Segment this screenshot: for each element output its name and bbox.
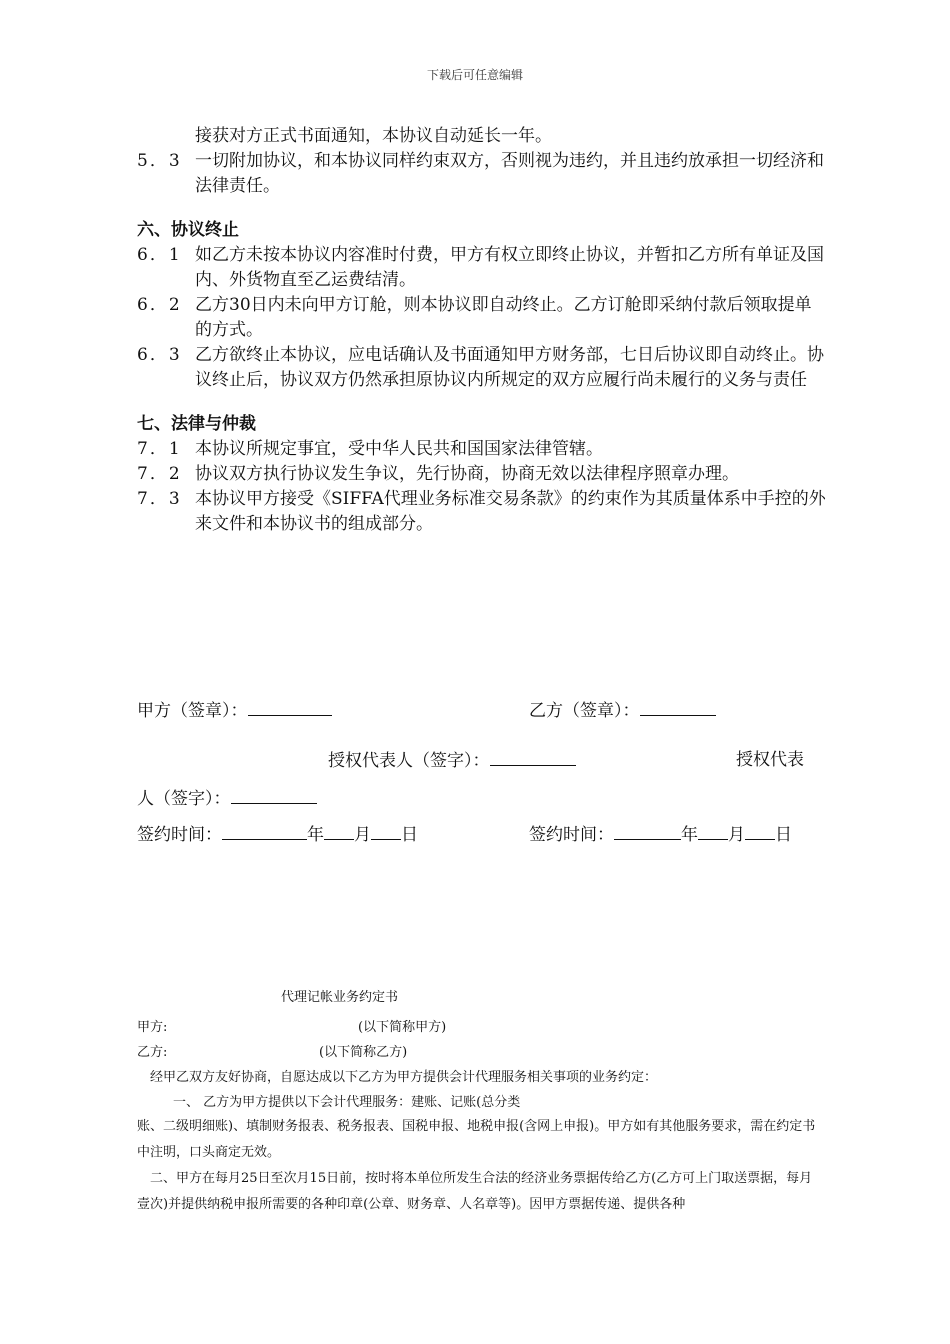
rep-a-label: 授权代表人（签字）： <box>328 751 490 771</box>
clause-6-3 <box>137 343 827 393</box>
day-blank <box>371 822 401 840</box>
signature-blank <box>231 786 317 804</box>
year-blank <box>614 822 681 840</box>
year-blank <box>222 822 307 840</box>
year-label: 年 <box>307 825 324 845</box>
party-a-signature <box>137 698 332 724</box>
day-label: 日 <box>775 825 792 845</box>
year-label: 年 <box>681 825 698 845</box>
clause-text: 协议双方执行协议发生争议，先行协商，协商无效以法律程序照章办理。 <box>195 464 739 484</box>
month-label: 月 <box>354 825 371 845</box>
clause-text: 本协议所规定事宜，受中华人民共和国国家法律管辖。 <box>195 439 603 459</box>
clause-7-1 <box>137 437 827 462</box>
clause-number: 5．3 <box>137 151 182 171</box>
section-5 <box>137 124 827 537</box>
clause-text: 如乙方未按本协议内容准时付费，甲方有权立即终止协议，并暂扣乙方所有单证及国内、外货物直至乙运费结清。 <box>195 245 824 290</box>
clause-2: 二、甲方在每月25日至次月15日前，按时将本单位所发生合法的经济业务票据传给乙方(乙方可上门取送票据，每月壹次)并提供纳税申报所需要的各种印章(公章、财务章、人名章等)。因甲方票据传递、提供各种 <box>137 1171 813 1212</box>
clause-6-2 <box>137 293 827 343</box>
party-a-date <box>137 822 418 848</box>
clause-1-first-line: 一、 乙方为甲方提供以下会计代理服务：建账、记账(总分类 <box>173 1095 521 1110</box>
party-b-label-small: 乙方: <box>137 1045 168 1060</box>
day-label: 日 <box>401 825 418 845</box>
clause-number: 7．1 <box>137 439 182 459</box>
clause-5-3 <box>137 149 827 199</box>
party-a-note: (以下简称甲方) <box>358 1020 447 1035</box>
section-5-continuation: 接获对方正式书面通知，本协议自动延长一年。 <box>195 126 552 146</box>
clause-number: 6．1 <box>137 245 182 265</box>
section-6-heading: 六、协议终止 <box>137 220 239 240</box>
month-blank <box>324 822 354 840</box>
clause-text: 乙方30日内未向甲方订舱，则本协议即自动终止。乙方订舱即采纳付款后领取提单的方式。 <box>195 295 812 340</box>
clause-1-continuation: 账、二级明细账)、填制财务报表、税务报表、国税申报、地税申报(含网上申报)。甲方如有其他服务要求，需在约定书中注明，口头商定无效。 <box>137 1119 816 1160</box>
rep-a-signature <box>328 748 576 774</box>
month-label: 月 <box>728 825 745 845</box>
day-blank <box>745 822 775 840</box>
date-label: 签约时间： <box>137 825 222 845</box>
clause-number: 6．2 <box>137 295 182 315</box>
party-b-label: 乙方（签章）： <box>529 701 640 721</box>
party-a-label: 甲方（签章）： <box>137 701 248 721</box>
signature-blank <box>640 698 716 716</box>
date-label: 签约时间： <box>529 825 614 845</box>
signature-blank <box>490 748 576 766</box>
section-7-heading: 七、法律与仲裁 <box>137 414 256 434</box>
intro-paragraph: 经甲乙双方友好协商，自愿达成以下乙方为甲方提供会计代理服务相关事项的业务约定： <box>150 1070 658 1085</box>
month-blank <box>698 822 728 840</box>
clause-text: 乙方欲终止本协议，应电话确认及书面通知甲方财务部，七日后协议即自动终止。协议终止后，协议双方仍然承担原协议内所规定的双方应履行尚未履行的义务与责任 <box>195 345 824 390</box>
clause-7-2 <box>137 462 827 487</box>
clause-number: 7．2 <box>137 464 182 484</box>
party-a-label-small: 甲方: <box>137 1020 168 1035</box>
rep-b-label-part1: 授权代表 <box>736 750 804 770</box>
clause-text: 本协议甲方接受《SIFFA代理业务标准交易条款》的约束作为其质量体系中手控的外来文件和本协议书的组成部分。 <box>195 489 826 534</box>
page-header: 下载后可任意编辑 <box>426 68 523 82</box>
clause-number: 6．3 <box>137 345 182 365</box>
signature-blank <box>248 698 332 716</box>
clause-7-3 <box>137 487 827 537</box>
clause-number: 7．3 <box>137 489 182 509</box>
party-b-signature <box>529 698 716 724</box>
party-b-date <box>529 822 792 848</box>
rep-b-label-part2: 人（签字）： <box>137 789 231 809</box>
clause-text: 一切附加协议，和本协议同样约束双方，否则视为违约，并且违约放承担一切经济和法律责任。 <box>195 151 824 196</box>
second-doc-title: 代理记帐业务约定书 <box>281 990 399 1005</box>
clause-6-1 <box>137 243 827 293</box>
party-b-note: (以下简称乙方) <box>319 1045 408 1060</box>
rep-b-signature <box>137 786 317 812</box>
